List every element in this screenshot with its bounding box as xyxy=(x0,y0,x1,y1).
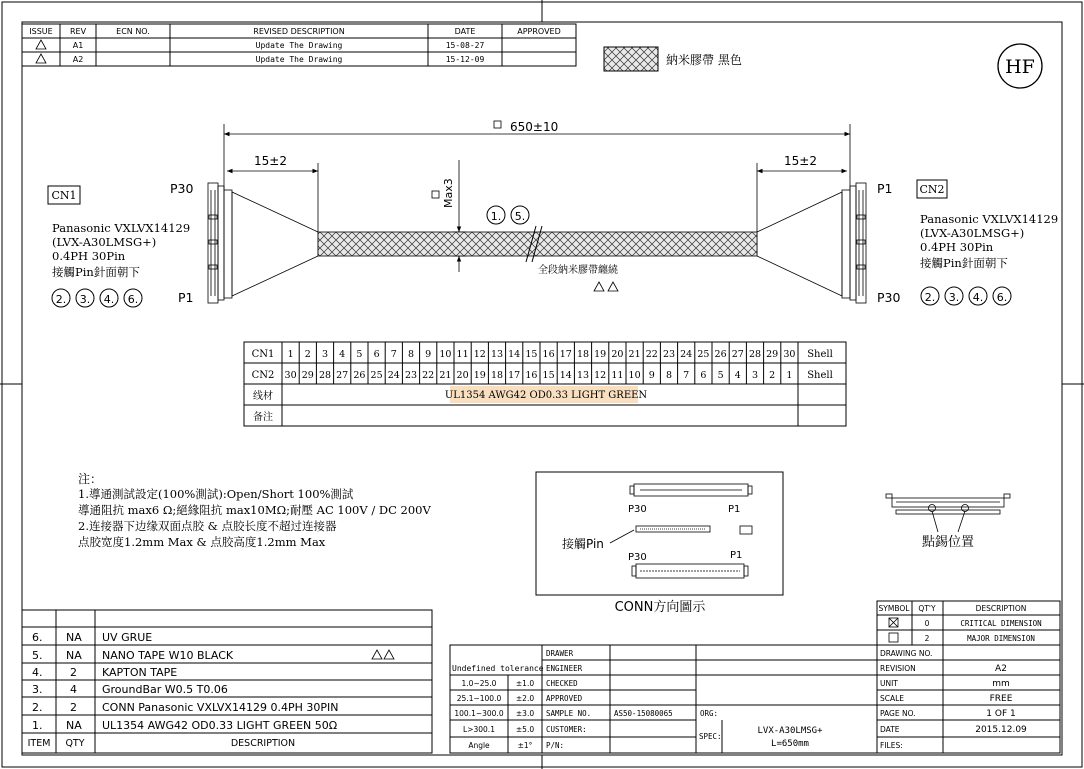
field-label-unit: UNIT xyxy=(880,679,898,688)
cn1-pin-cell: 3 xyxy=(321,349,329,360)
bom-item-1: 1. xyxy=(32,719,43,732)
triangle-icon xyxy=(372,650,394,659)
conn-pin-label: 接觸Pin xyxy=(562,537,604,551)
spec-value-1: LVX-A30LMSG+ xyxy=(757,726,823,736)
bom-qty-3: 4 xyxy=(70,683,77,696)
cn2-line-1: Panasonic VXLVX14129 xyxy=(920,212,1059,226)
unit-value: mm xyxy=(992,679,1010,689)
cn2-pin-cell: 3 xyxy=(751,370,759,381)
bom-qty-5: NA xyxy=(66,649,82,662)
bom-qty-1: NA xyxy=(66,719,82,732)
cn1-pin-cell: 8 xyxy=(407,349,415,360)
cn1-callout-6: 6. xyxy=(127,293,139,306)
tolerance-title: Undefined tolerance xyxy=(452,664,544,673)
cn2-line-3: 0.4PH 30Pin xyxy=(920,240,994,254)
cn1-pin-cell: 6 xyxy=(373,349,380,360)
field-label-revision: REVISION xyxy=(880,664,916,673)
cn2-pin-cell: 21 xyxy=(439,370,452,381)
rev-header-description: REVISED DESCRIPTION xyxy=(253,27,345,36)
tol-value-3: ±3.0 xyxy=(515,709,535,718)
legend xyxy=(604,47,742,71)
solder-position-view xyxy=(886,494,1010,532)
bom-desc-4: KAPTON TAPE xyxy=(102,666,178,679)
date-value: 2015.12.09 xyxy=(975,725,1027,735)
conn-bottom-right-pin: P1 xyxy=(730,550,743,561)
cn2-pin-cell: 16 xyxy=(525,370,538,381)
tol-value-5: ±1° xyxy=(517,741,533,750)
conn-top-right-pin: P1 xyxy=(728,504,741,515)
cn2-pin-cell: 20 xyxy=(456,370,469,381)
cn1-pin-top: P30 xyxy=(170,181,194,196)
conn-view-caption: CONN方向圖示 xyxy=(614,600,706,615)
approval-engineer: ENGINEER xyxy=(546,664,583,673)
cn1-pin-cell: 19 xyxy=(594,349,607,360)
tol-range-4: L>300.1 xyxy=(463,725,495,734)
bom-item-4: 4. xyxy=(32,666,43,679)
cn1-pin-cell: 2 xyxy=(304,349,311,360)
cn1-pin-cell: 10 xyxy=(439,349,452,360)
cn1-pin-cell: 27 xyxy=(731,349,744,360)
note-line-3: 2.连接器下边缘双面点胶 & 点胶长度不超过连接器 xyxy=(78,519,337,533)
bom-table xyxy=(22,610,432,753)
cn2-tag: CN2 xyxy=(919,183,945,196)
approval-drawer: DRAWER xyxy=(546,649,574,658)
cn1-pin-cell: 17 xyxy=(559,349,572,360)
cn2-pin-cell: 7 xyxy=(683,370,690,381)
notes-heading: 注： xyxy=(78,472,103,486)
rev-header-date: DATE xyxy=(454,27,476,36)
bom-header-desc: DESCRIPTION xyxy=(230,738,296,749)
triangle-icon xyxy=(594,282,618,291)
pin-row-label-wire: 线材 xyxy=(253,391,273,402)
field-label-date: DATE xyxy=(880,725,900,734)
cn2-callout-3: 3. xyxy=(948,291,960,304)
cn2-pin-cell: 22 xyxy=(422,370,435,381)
cn2-pin-cell: 10 xyxy=(628,370,641,381)
bom-qty-4: 2 xyxy=(70,666,77,679)
pin-row-label-cn1: CN1 xyxy=(251,349,275,360)
cn1-pin-cell: 16 xyxy=(542,349,555,360)
cn1-pin-cell: 15 xyxy=(525,349,538,360)
rev-row1-date: 15-08-27 xyxy=(445,41,485,50)
max-thickness-label: Max3 xyxy=(442,178,455,208)
cn1-callout-3: 3. xyxy=(79,293,91,306)
rev-row2-description: Update The Drawing xyxy=(255,55,343,64)
tol-value-4: ±5.0 xyxy=(515,725,535,734)
cn2-pin-cell: 29 xyxy=(301,370,314,381)
bom-desc-6: UV GRUE xyxy=(102,631,153,644)
pin-row-label-cn2: CN2 xyxy=(251,370,275,381)
revision-value: A2 xyxy=(995,664,1007,674)
approval-customer: CUSTOMER: xyxy=(546,725,587,734)
rev-row2-date: 15-12-09 xyxy=(445,55,485,64)
cn2-callout-6: 6. xyxy=(996,291,1008,304)
field-label-drawing-no: DRAWING NO. xyxy=(880,649,933,658)
cn2-pin-cell: 17 xyxy=(508,370,521,381)
note-line-1: 1.導通測試設定(100%測試):Open/Short 100%測試 xyxy=(78,487,354,501)
cn2-pin-cell: 1 xyxy=(786,370,793,381)
cn1-pin-cell: 18 xyxy=(576,349,590,360)
solder-caption: 點錫位置 xyxy=(921,535,975,550)
cn2-shell: Shell xyxy=(807,370,833,381)
bom-item-5: 5. xyxy=(32,649,43,662)
cn2-pin-bottom: P30 xyxy=(877,290,901,305)
approval-pn: P/N: xyxy=(546,741,565,750)
cn2-pin-cell: 12 xyxy=(594,370,607,381)
cn1-pin-cell: 11 xyxy=(456,349,469,360)
major-desc: MAJOR DIMENSION xyxy=(967,634,1035,643)
note-line-4: 点胶宽度1.2mm Max & 点胶高度1.2mm Max xyxy=(78,535,326,549)
bom-desc-1: UL1354 AWG42 OD0.33 LIGHT GREEN 50Ω xyxy=(102,719,338,732)
overall-length-label: 650±10 xyxy=(510,120,559,134)
description-header: DESCRIPTION xyxy=(975,604,1027,613)
cn2-line-4: 接觸Pin針面朝下 xyxy=(920,256,1008,270)
bom-header-item: ITEM xyxy=(27,738,51,749)
cn2-callout-2: 2. xyxy=(924,291,936,304)
left-strip-label: 15±2 xyxy=(254,154,287,168)
note-line-2: 導通阻抗 max6 Ω;絕緣阻抗 max10MΩ;耐壓 AC 100V / DC 200V xyxy=(78,503,431,517)
cn2-pin-cell: 28 xyxy=(318,370,332,381)
cn1-pin-bottom: P1 xyxy=(178,290,194,305)
approval-approved: APPROVED xyxy=(546,694,583,703)
bom-qty-2: 2 xyxy=(70,701,77,714)
sample-no-value: AS50-15080065 xyxy=(614,709,673,718)
cn2-pin-cell: 9 xyxy=(648,370,655,381)
cn2-pin-cell: 15 xyxy=(542,370,555,381)
bom-desc-5: NANO TAPE W10 BLACK xyxy=(102,649,234,662)
cn2-pin-cell: 8 xyxy=(665,370,673,381)
callout-5: 5. xyxy=(514,210,526,223)
logo-text: HF xyxy=(1005,56,1035,78)
bom-item-6: 6. xyxy=(32,631,43,644)
cn2-pin-cell: 23 xyxy=(404,370,418,381)
callout-1: 1. xyxy=(490,210,502,223)
cn1-pin-cell: 26 xyxy=(714,349,727,360)
cn2-pin-cell: 14 xyxy=(559,370,572,381)
cn2-pin-cell: 11 xyxy=(611,370,624,381)
conn-bottom-left-pin: P30 xyxy=(628,552,647,563)
bom-qty-6: NA xyxy=(66,631,82,644)
field-label-files: FILES: xyxy=(880,741,903,750)
cn2-pin-cell: 24 xyxy=(387,370,400,381)
cn1-shell: Shell xyxy=(807,349,833,360)
cn1-callout-2: 2. xyxy=(55,293,67,306)
field-label-page: PAGE NO. xyxy=(880,709,916,718)
major-qty: 2 xyxy=(924,634,930,643)
cn2-pin-cell: 6 xyxy=(700,370,707,381)
wire-spec: UL1354 AWG42 OD0.33 LIGHT GREEN xyxy=(444,390,648,401)
cn1-pin-cell: 5 xyxy=(356,349,363,360)
cn2-callout-4: 4. xyxy=(972,291,984,304)
cn2-connector xyxy=(842,183,866,303)
rev-header-issue: ISSUE xyxy=(29,27,53,36)
cn2-pin-cell: 25 xyxy=(370,370,383,381)
cn1-pin-cell: 23 xyxy=(662,349,676,360)
cn1-pin-cell: 1 xyxy=(287,349,294,360)
cn1-line-1: Panasonic VXLVX14129 xyxy=(52,221,191,235)
spec-label: SPEC: xyxy=(699,732,722,741)
cn1-pin-cell: 24 xyxy=(680,349,693,360)
cn1-pin-cell: 30 xyxy=(783,349,796,360)
revision-table xyxy=(22,24,576,66)
bom-desc-2: CONN Panasonic VXLVX14129 0.4PH 30PIN xyxy=(102,701,339,714)
qty-header: QT'Y xyxy=(918,604,936,613)
cn1-pin-cell: 25 xyxy=(697,349,710,360)
tol-value-1: ±1.0 xyxy=(515,679,535,688)
cn1-line-3: 0.4PH 30Pin xyxy=(52,249,126,263)
cn1-pin-cell: 28 xyxy=(748,349,762,360)
tol-value-2: ±2.0 xyxy=(515,694,535,703)
cn1-callout-4: 4. xyxy=(103,293,115,306)
cn2-pin-cell: 18 xyxy=(490,370,504,381)
tol-range-5: Angle xyxy=(468,741,490,750)
cn1-pin-cell: 21 xyxy=(628,349,641,360)
org-label: ORG: xyxy=(700,709,719,718)
cn2-pin-cell: 27 xyxy=(336,370,349,381)
tape-note: 全段納米膠帶纏繞 xyxy=(538,265,618,276)
rev-header-ecn: ECN NO. xyxy=(116,27,150,36)
scale-value: FREE xyxy=(989,694,1013,704)
cn2-pin-cell: 13 xyxy=(576,370,590,381)
critical-desc: CRITICAL DIMENSION xyxy=(960,619,1042,628)
bom-desc-3: GroundBar W0.5 T0.06 xyxy=(102,683,228,696)
bom-item-2: 2. xyxy=(32,701,43,714)
cn1-pin-cell: 12 xyxy=(473,349,486,360)
cn1-pin-cell: 20 xyxy=(611,349,624,360)
tol-range-2: 25.1~100.0 xyxy=(456,694,502,703)
critical-qty: 0 xyxy=(924,619,930,628)
conn-orientation-view xyxy=(536,472,783,595)
conn-top-left-pin: P30 xyxy=(628,504,647,515)
cable-callouts xyxy=(487,206,529,224)
notes xyxy=(78,472,431,549)
approval-checked: CHECKED xyxy=(546,679,578,688)
pin-mapping-table xyxy=(244,342,846,426)
cable xyxy=(232,192,842,296)
rev-row1-rev: A1 xyxy=(72,41,84,50)
legend-swatch xyxy=(604,47,658,71)
tol-range-1: 1.0~25.0 xyxy=(461,679,497,688)
cn1-pin-cell: 22 xyxy=(645,349,658,360)
cn1-tag: CN1 xyxy=(51,189,77,202)
symbol-header: SYMBOL xyxy=(878,604,910,613)
page-value: 1 OF 1 xyxy=(986,709,1016,719)
cn1-pin-cell: 7 xyxy=(390,349,397,360)
cn1-pin-cell: 29 xyxy=(766,349,779,360)
cn1-line-2: (LVX-A30LMSG+) xyxy=(52,235,157,249)
pin-row-label-note: 备注 xyxy=(253,412,273,423)
cn2-pin-top: P1 xyxy=(877,181,893,196)
tolerance-approval-block xyxy=(450,645,877,753)
cn2-pin-cell: 19 xyxy=(473,370,486,381)
cn2-pin-cell: 26 xyxy=(353,370,366,381)
rev-header-rev: REV xyxy=(69,27,87,36)
bom-header-qty: QTY xyxy=(65,738,85,749)
spec-value-2: L=650mm xyxy=(771,739,809,749)
cn2-pin-cell: 2 xyxy=(769,370,776,381)
right-strip-label: 15±2 xyxy=(784,154,817,168)
hf-logo xyxy=(998,44,1042,88)
cn2-pin-cell: 5 xyxy=(717,370,724,381)
tol-range-3: 100.1~300.0 xyxy=(454,709,504,718)
cn1-line-4: 接觸Pin針面朝下 xyxy=(52,265,140,279)
rev-row2-rev: A2 xyxy=(72,55,84,64)
cn1-connector xyxy=(208,183,232,303)
cn1-pin-cell: 13 xyxy=(490,349,504,360)
cn1-pin-cell: 14 xyxy=(508,349,521,360)
cn2-line-2: (LVX-A30LMSG+) xyxy=(920,226,1025,240)
cn2-pin-cell: 30 xyxy=(284,370,297,381)
field-label-scale: SCALE xyxy=(880,694,905,703)
cn2-pin-cell: 4 xyxy=(734,370,741,381)
cn1-pin-cell: 4 xyxy=(339,349,346,360)
rev-header-approved: APPROVED xyxy=(517,27,561,36)
cn1-pin-cell: 9 xyxy=(425,349,432,360)
major-symbol-icon xyxy=(889,633,898,642)
legend-label: 納米膠帶 黑色 xyxy=(666,53,742,67)
title-block xyxy=(877,601,1060,753)
bom-item-3: 3. xyxy=(32,683,43,696)
approval-sample-no: SAMPLE NO. xyxy=(546,709,592,718)
rev-row1-description: Update The Drawing xyxy=(255,41,343,50)
